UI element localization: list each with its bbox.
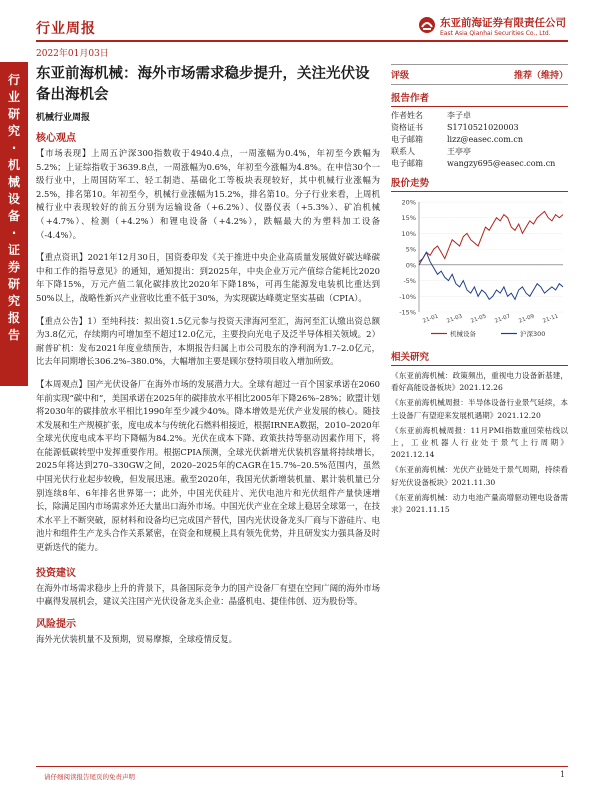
analyst-email-link[interactable]: lizz@easec.com.cn <box>447 135 523 144</box>
side-label: 行业研究·机械设备·证券研究报告 <box>7 73 20 342</box>
y-tick-label: -5% <box>403 277 416 286</box>
key-announcement-paragraph: 【重点公告】1）至纯科技：拟出资1.5亿元参与投资天津海河至汇，海河至汇认缴出资总额为3.8亿元，存续期内可增加至不超过12.0亿元，主要投向光电子及泛半导体相关领域。2）耐普矿机：发布2021年度业绩预告，本期报告归属上市公司股东的净利润为1.7–2.0亿元，比去年同期增长306.2%–380.0%，大幅增加主要是顾尔登特项目收入增加所致。 <box>36 315 380 367</box>
market-performance-paragraph: 【市场表现】上周五沪深300指数收于4940.4点，一周涨幅为0.4%，年初至今跌幅为5.2%；上证综指收于3639.8点，一周涨幅为0.6%，年初至今涨幅为4.8%。在申信30个一级行业中，上周国防军工、轻工制造、基础化工等板块表现较好，其中机械行业涨幅为2.5%，排名第10。年初至今，机械行业涨幅为15.2%，排名第10。分子行业来看，上周机械行业中表现较好的前五分别为运输设备（+6.2%）、仪器仪表（+5.3%）、矿冶机械（+4.7%）、检测（+4.2%）和锂电设备（+4.2%），跌幅最大的为塑料加工设备（-4.4%）。 <box>36 148 380 240</box>
page-number: 1 <box>560 770 566 779</box>
rating-label: 评级 <box>391 71 410 81</box>
analyst-key: 电子邮箱 <box>391 159 423 168</box>
related-research-item[interactable]: 《东亚前海机械：政策频出，重视电力设备新基建，看好高能设备板块》2021.12.26 <box>391 371 568 393</box>
stock-trend-heading: 股价走势 <box>391 175 568 192</box>
y-tick-label: -10% <box>399 292 416 301</box>
investment-advice-heading: 投资建议 <box>36 567 76 579</box>
key-news-paragraph: 【重点资讯】2021年12月30日，国资委印发《关于推进中央企业高质量发展做好碳达峰碳中和工作的指导意见》的通知，通知提出：到2025年，中央企业万元产值综合能耗比2020年下降15%，万元产值二氧化碳排放比2020年下降18%，可再生能源发电装机比重达到50%以上，战略性新兴产业营收比重不低于30%，为实现碳达峰奠定坚实基础（CPIA）。 <box>36 252 380 303</box>
y-tick-label: 5% <box>405 245 416 254</box>
analyst-key: 资格证书 <box>391 123 423 132</box>
analyst-value: 李子卓 <box>447 111 471 120</box>
contact-email-link[interactable]: wangzy695@easec.com.cn <box>447 159 556 168</box>
rating-bar <box>391 64 568 85</box>
risk-text: 海外光伏装机量不及预期，贸易摩擦，全球疫情反复。 <box>36 633 237 644</box>
header-rule <box>36 40 568 42</box>
main-column <box>36 64 380 646</box>
report-type-tag: 行业周报 <box>36 21 96 37</box>
investment-advice-text: 在海外市场需求稳步上升的背景下，具备国际竞争力的国产设备厂有望在空间广阔的海外市场中赢得发展机会，建议关注国产光伏设备龙头企业：晶盛机电、捷佳伟创、迈为股份等。 <box>36 582 380 607</box>
related-research-item[interactable]: 《东亚前海机械：光伏产业链处于景气周期，持续看好光伏设备板块》2021.11.30 <box>391 465 568 487</box>
y-tick-label: 0% <box>405 261 416 270</box>
analyst-key: 作者姓名 <box>391 111 423 120</box>
y-tick-label: 15% <box>401 214 416 223</box>
x-tick-label: 21-05 <box>470 313 488 325</box>
analyst-row <box>391 110 568 122</box>
side-band <box>0 62 28 386</box>
analyst-row <box>391 146 568 158</box>
x-tick-label: 21-11 <box>542 313 560 325</box>
related-research-list <box>391 370 568 516</box>
related-research-item[interactable]: 《东亚前海机械周报：半导体设备行业景气延续，本土设备厂有望迎来发展机遇期》2021.12.20 <box>391 398 568 420</box>
stock-trend-chart <box>391 194 568 344</box>
analyst-heading: 报告作者 <box>391 90 568 107</box>
core-view-heading: 核心观点 <box>36 133 76 144</box>
legend-label: 机械设备 <box>450 330 476 338</box>
company-name-en: East Asia Qianhai Securities Co., Ltd. <box>440 30 551 37</box>
sidebar-column <box>391 64 568 519</box>
footer-rule <box>36 766 568 767</box>
y-tick-label: 10% <box>401 229 416 238</box>
x-tick-label: 21-01 <box>422 313 440 325</box>
legend-label: 沪深300 <box>520 330 546 338</box>
weekly-view-paragraph: 【本周观点】国产光伏设备厂在海外市场的发展潜力大。全球有超过一百个国家承诺在2060年前实现“碳中和”，美国承诺在2025年的碳排放水平相比2005年下降26%–28%；欧盟计划将2030年的碳排放水平相比1990年至少减少40%。降本增效是光伏产业发展的核心。随技术发展和生产规模扩张，度电成本与传统化石燃料相接近，根据IRNEA数据，2010–2020年全球光伏度电成本平均下降幅为84.2%。光伏在成本下降、政策扶持等驱动因素作用下，将在能源低碳转型中发挥重要作用。根据CPIA预测，全球光伏新增光伏装机容量将持续增长，2025年将达到270–330GW之间，2020–2025年的CAGR在15.7%–20.5%范围内，虽然中国光伏行业起步较晚，但发展迅速。截至2020年，我国光伏新增装机量、累计装机量已分别连续8年、6年排名世界第一；此外，中国光伏硅片、光伏电池片和光伏组件产量快速增长，除满足国内市场需求外还大量出口海外市场。中国光伏产业在全球上稳居全球第一，在技术水平上不断突破，原材料和设备均已完成国产替代，国内光伏设备龙头厂商与下游硅片、电池片和组件生产龙头合作关系紧密，在资金和规模上具有领先优势，并且研发实力强具备及时更新迭代的能力。 <box>36 378 380 553</box>
x-tick-label: 21-03 <box>446 313 464 325</box>
y-tick-label: -15% <box>399 308 416 317</box>
y-tick-label: 20% <box>401 198 416 207</box>
analyst-row <box>391 134 568 146</box>
series-line-machinery <box>419 211 563 261</box>
company-name-cn: 东亚前海证券有限责任公司 <box>440 17 566 29</box>
report-subtitle: 机械行业周报 <box>36 113 91 123</box>
series-line-csi300 <box>419 252 563 299</box>
analyst-value: 王亭亭 <box>447 147 471 156</box>
company-logo-icon <box>418 16 436 34</box>
analyst-value: S1710521020003 <box>447 123 519 132</box>
analyst-info <box>391 110 568 170</box>
related-research-item[interactable]: 《东亚前海机械周报：11月PMI指数重回荣枯线以上，工业机器人行业处于景气上行周期》2021.12.14 <box>391 425 568 460</box>
analyst-key: 电子邮箱 <box>391 135 423 144</box>
related-research-item[interactable]: 《东亚前海机械：动力电池产量高增驱动锂电设备需求》2021.11.15 <box>391 492 568 515</box>
report-title: 东亚前海机械：海外市场需求稳步提升，关注光伏设备出海机会 <box>36 66 370 103</box>
x-tick-label: 21-07 <box>494 313 512 325</box>
rating-value: 推荐（维持） <box>513 71 568 81</box>
report-date: 2022年01月03日 <box>36 49 109 59</box>
analyst-row <box>391 158 568 170</box>
risk-heading: 风险提示 <box>36 618 76 630</box>
analyst-row <box>391 122 568 134</box>
stock-trend-svg <box>391 194 568 344</box>
footer-disclaimer: 请仔细阅读报告尾页的免责声明 <box>44 773 135 781</box>
analyst-key: 联系人 <box>391 147 415 156</box>
x-tick-label: 21-09 <box>518 313 536 325</box>
related-research-heading: 相关研究 <box>391 349 568 366</box>
